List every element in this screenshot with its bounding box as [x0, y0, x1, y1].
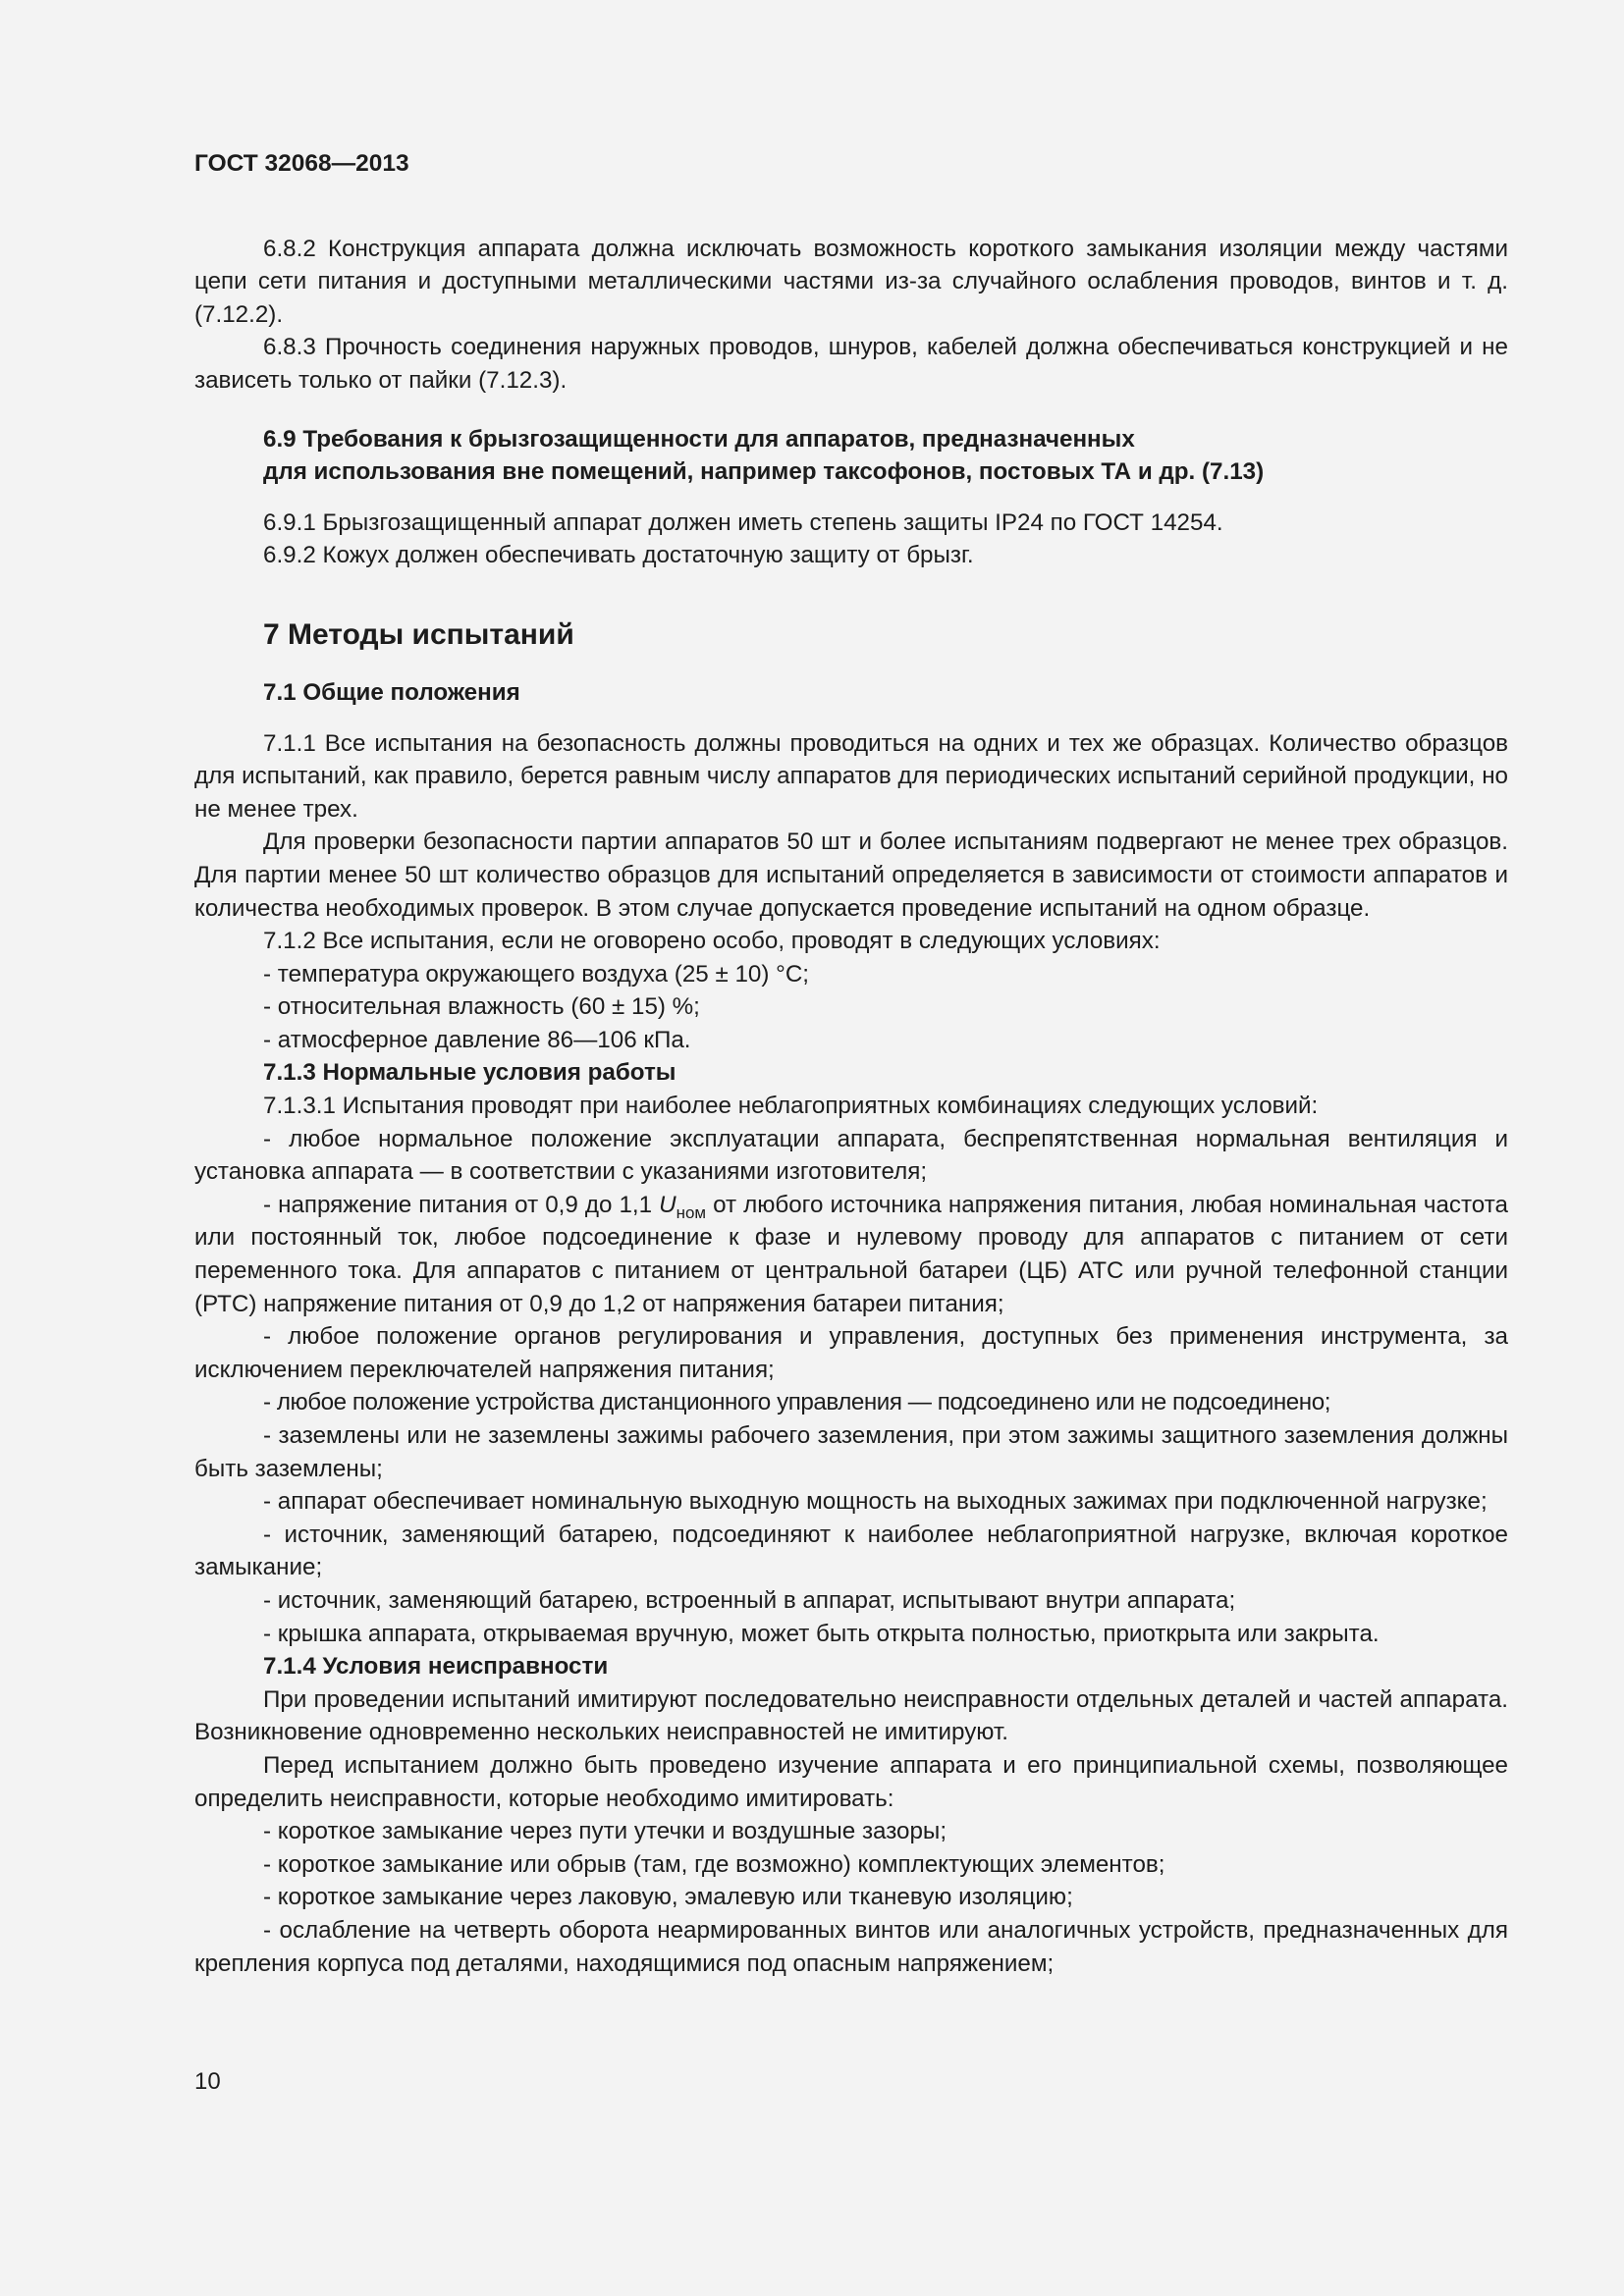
voltage-subscript: ном — [676, 1202, 707, 1222]
list-item-components: - короткое замыкание или обрыв (там, где возможно) комплектующих элементов; — [263, 1850, 1165, 1878]
document-header: ГОСТ 32068—2013 — [194, 150, 409, 177]
list-item-pressure: - атмосферное давление 86—106 кПа. — [263, 1026, 691, 1053]
paragraph-6-8-3: 6.8.3 Прочность соединения наружных проводов, шнуров, кабелей должна обеспечиваться конструкцией и не зависеть только от пайки (7.12.3). — [194, 334, 1508, 394]
list-item-output-power: - аппарат обеспечивает номинальную выходную мощность на выходных зажимах при подключенной нагрузке; — [263, 1488, 1488, 1516]
list-item-temperature: - температура окружающего воздуха (25 ± 10) °С; — [263, 960, 810, 988]
list-item-voltage — [194, 1189, 1508, 1320]
section-heading-6-9-line2: для использования вне помещений, например таксофонов, постовых ТА и др. (7.13) — [263, 458, 1265, 486]
paragraph-7-1-1b: Для проверки безопасности партии аппаратов 50 шт и более испытаниям подвергают не менее трех образцов. Для партии менее 50 шт количество образцов для испытаний определяется в зависимости от стоимости аппаратов и количества необходимых проверок. В этом случае допускается проведение испытаний на одном образце. — [194, 828, 1508, 922]
list-item-cover: - крышка аппарата, открываемая вручную, может быть открыта полностью, приоткрыта или закрыта. — [263, 1620, 1380, 1647]
list-item-position: - любое нормальное положение эксплуатации аппарата, беспрепятственная нормальная вентиляция и установка аппарата — в соответствии с указаниями изготовителя; — [194, 1125, 1508, 1186]
chapter-heading-7: 7 Методы испытаний — [263, 617, 574, 651]
list-item-insulation: - короткое замыкание через лаковую, эмалевую или тканевую изоляцию; — [263, 1884, 1073, 1911]
section-heading-7-1: 7.1 Общие положения — [263, 678, 520, 706]
list-item-builtin-source: - источник, заменяющий батарею, встроенный в аппарат, испытывают внутри аппарата; — [263, 1586, 1236, 1614]
page-number: 10 — [194, 2068, 221, 2095]
paragraph-7-1-2: 7.1.2 Все испытания, если не оговорено особо, проводят в следующих условиях: — [263, 928, 1161, 955]
voltage-text-post: от любого источника напряжения питания, любая номинальная частота или постоянный ток, любое подсоединение к фазе и нулевому проводу для аппаратов с питанием от сети переменного тока. Для аппаратов с питанием от центральной батареи (ЦБ) АТС или ручной телефонной станции (РТС) напряжение питания от 0,9 до 1,2 от напряжения батареи питания; — [194, 1191, 1508, 1317]
list-item-remote: - любое положение устройства дистанционного управления — подсоединено или не подсоединено; — [263, 1389, 1330, 1416]
paragraph-7-1-3-1: 7.1.3.1 Испытания проводят при наиболее неблагоприятных комбинациях следующих условий: — [263, 1093, 1319, 1120]
voltage-text-pre: - напряжение питания от 0,9 до 1,1 — [263, 1191, 660, 1218]
voltage-symbol: U — [659, 1191, 677, 1218]
list-item-controls: - любое положение органов регулирования и управления, доступных без применения инструмента, за исключением переключателей напряжения питания; — [194, 1323, 1508, 1383]
list-item-battery-source: - источник, заменяющий батарею, подсоединяют к наиболее неблагоприятной нагрузке, включая короткое замыкание; — [194, 1521, 1508, 1581]
section-heading-7-1-3: 7.1.3 Нормальные условия работы — [263, 1059, 677, 1087]
paragraph-7-1-4b: Перед испытанием должно быть проведено изучение аппарата и его принципиальной схемы, позволяющее определить неисправности, которые необходимо имитировать: — [194, 1751, 1508, 1812]
list-item-humidity: - относительная влажность (60 ± 15) %; — [263, 993, 700, 1021]
list-item-screws: - ослабление на четверть оборота неармированных винтов или аналогичных устройств, предназначенных для крепления корпуса под деталями, находящимися под опасным напряжением; — [194, 1916, 1508, 1977]
paragraph-7-1-4a: При проведении испытаний имитируют последовательно неисправности отдельных деталей и частей аппарата. Возникновение одновременно нескольких неисправностей не имитируют. — [194, 1685, 1508, 1746]
section-heading-6-9 — [194, 423, 1508, 489]
document-page — [194, 147, 1508, 1980]
paragraph-6-9-1: 6.9.1 Брызгозащищенный аппарат должен иметь степень защиты IP24 по ГОСТ 14254. — [263, 508, 1223, 536]
list-item-grounding: - заземлены или не заземлены зажимы рабочего заземления, при этом зажимы защитного заземления должны быть заземлены; — [194, 1422, 1508, 1482]
list-item-leakage: - короткое замыкание через пути утечки и воздушные зазоры; — [263, 1818, 947, 1845]
paragraph-7-1-1: 7.1.1 Все испытания на безопасность должны проводиться на одних и тех же образцах. Количество образцов для испытаний, как правило, берется равным числу аппаратов для периодических испытаний серийной продукции, но не менее трех. — [194, 729, 1508, 823]
section-heading-6-9-line1: 6.9 Требования к брызгозащищенности для аппаратов, предназначенных — [263, 425, 1135, 453]
section-heading-7-1-4: 7.1.4 Условия неисправности — [263, 1653, 609, 1681]
paragraph-6-9-2: 6.9.2 Кожух должен обеспечивать достаточную защиту от брызг. — [263, 542, 974, 569]
paragraph-6-8-2: 6.8.2 Конструкция аппарата должна исключать возможность короткого замыкания изоляции между частями цепи сети питания и доступными металлическими частями из-за случайного ослабления проводов, винтов и т. д. (7.12.2). — [194, 235, 1508, 328]
